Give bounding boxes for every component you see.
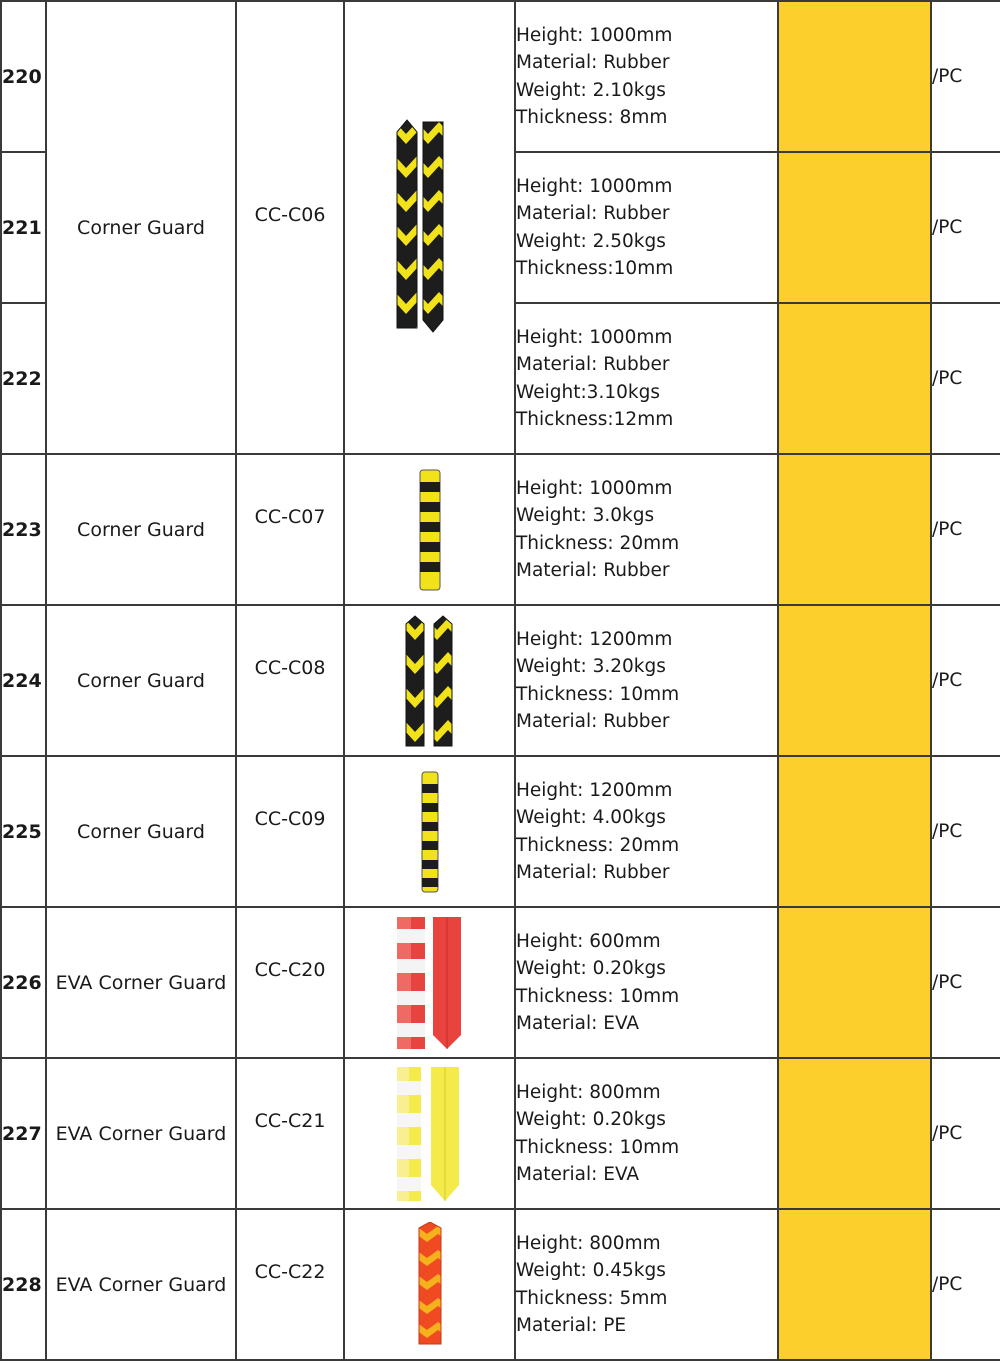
price-cell [778, 1, 931, 152]
product-code: CC-C06 [236, 1, 344, 454]
item-number: 220 [1, 1, 46, 152]
spec-line: Material: Rubber [516, 203, 670, 225]
specifications [515, 454, 778, 605]
product-name: Corner Guard [46, 1, 236, 454]
spec-line: Weight: 0.45kgs [516, 1260, 666, 1282]
product-image [344, 454, 515, 605]
product-image [344, 907, 515, 1058]
spec-line: Weight: 3.0kgs [516, 505, 655, 527]
unit-label: /PC [931, 1209, 1000, 1360]
unit-label: /PC [931, 1, 1000, 152]
spec-line: Thickness: 5mm [516, 1287, 668, 1309]
eva-corner-guard-icon [395, 915, 465, 1051]
specifications [515, 152, 778, 303]
unit-label: /PC [931, 1058, 1000, 1209]
product-name: EVA Corner Guard [46, 1209, 236, 1360]
table-row [1, 605, 1000, 756]
spec-line: Height: 1200mm [516, 628, 673, 650]
spec-line: Thickness: 10mm [516, 683, 680, 705]
spec-line: Height: 1000mm [516, 24, 673, 46]
spec-line: Material: Rubber [516, 861, 670, 883]
spec-line: Thickness:12mm [516, 408, 674, 430]
product-image [344, 1209, 515, 1360]
item-number: 224 [1, 605, 46, 756]
chevron-corner-guard-icon [404, 614, 456, 748]
specifications [515, 1209, 778, 1360]
spec-line: Thickness: 8mm [516, 106, 668, 128]
price-cell [778, 1209, 931, 1360]
table-row [1, 1, 1000, 152]
table-row [1, 454, 1000, 605]
spec-line: Material: Rubber [516, 52, 670, 74]
product-code: CC-C21 [236, 1058, 344, 1209]
price-cell [778, 605, 931, 756]
unit-label: /PC [931, 605, 1000, 756]
table-row [1, 907, 1000, 1058]
table-row [1, 756, 1000, 907]
product-code: CC-C07 [236, 454, 344, 605]
specifications [515, 907, 778, 1058]
spec-line: Material: Rubber [516, 710, 670, 732]
product-code: CC-C20 [236, 907, 344, 1058]
specifications [515, 1, 778, 152]
unit-label: /PC [931, 756, 1000, 907]
spec-line: Material: Rubber [516, 559, 670, 581]
product-name: EVA Corner Guard [46, 1058, 236, 1209]
spec-line: Height: 1200mm [516, 779, 673, 801]
item-number: 227 [1, 1058, 46, 1209]
product-name: Corner Guard [46, 605, 236, 756]
item-number: 226 [1, 907, 46, 1058]
chevron-corner-guard-icon [395, 118, 465, 338]
spec-line: Height: 800mm [516, 1081, 661, 1103]
item-number: 222 [1, 303, 46, 454]
product-name: Corner Guard [46, 454, 236, 605]
spec-line: Material: PE [516, 1314, 627, 1336]
spec-line: Weight: 3.20kgs [516, 656, 666, 678]
product-name: Corner Guard [46, 756, 236, 907]
eva-corner-guard-icon [395, 1065, 465, 1203]
spec-line: Weight: 0.20kgs [516, 958, 666, 980]
specifications [515, 303, 778, 454]
price-cell [778, 454, 931, 605]
product-image [344, 1058, 515, 1209]
specifications [515, 1058, 778, 1209]
spec-line: Weight: 0.20kgs [516, 1109, 666, 1131]
spec-line: Material: EVA [516, 1012, 640, 1034]
price-cell [778, 907, 931, 1058]
product-code: CC-C09 [236, 756, 344, 907]
specifications [515, 756, 778, 907]
product-image [344, 1, 515, 454]
product-code: CC-C22 [236, 1209, 344, 1360]
unit-label: /PC [931, 454, 1000, 605]
unit-label: /PC [931, 152, 1000, 303]
table-row [1, 1209, 1000, 1360]
spec-line: Weight: 2.50kgs [516, 230, 666, 252]
round-corner-guard-icon [417, 468, 443, 592]
spec-line: Thickness: 10mm [516, 1136, 680, 1158]
spec-line: Thickness: 20mm [516, 834, 680, 856]
item-number: 225 [1, 756, 46, 907]
price-cell [778, 152, 931, 303]
product-code: CC-C08 [236, 605, 344, 756]
unit-label: /PC [931, 907, 1000, 1058]
price-cell [778, 1058, 931, 1209]
spec-line: Height: 800mm [516, 1232, 661, 1254]
spec-line: Height: 1000mm [516, 175, 673, 197]
spec-line: Weight: 2.10kgs [516, 79, 666, 101]
spec-line: Thickness: 20mm [516, 532, 680, 554]
table-row [1, 1058, 1000, 1209]
pe-corner-guard-icon [416, 1222, 444, 1348]
specifications [515, 605, 778, 756]
spec-line: Height: 1000mm [516, 326, 673, 348]
item-number: 228 [1, 1209, 46, 1360]
spec-line: Thickness: 10mm [516, 985, 680, 1007]
spec-line: Weight: 4.00kgs [516, 807, 666, 829]
product-image [344, 756, 515, 907]
product-name: EVA Corner Guard [46, 907, 236, 1058]
spec-line: Material: Rubber [516, 354, 670, 376]
price-cell [778, 303, 931, 454]
item-number: 223 [1, 454, 46, 605]
product-image [344, 605, 515, 756]
round-corner-guard-icon [419, 770, 441, 894]
spec-line: Material: EVA [516, 1163, 640, 1185]
spec-line: Height: 1000mm [516, 477, 673, 499]
spec-line: Weight:3.10kgs [516, 381, 660, 403]
unit-label: /PC [931, 303, 1000, 454]
spec-line: Thickness:10mm [516, 257, 674, 279]
item-number: 221 [1, 152, 46, 303]
price-cell [778, 756, 931, 907]
spec-line: Height: 600mm [516, 930, 661, 952]
